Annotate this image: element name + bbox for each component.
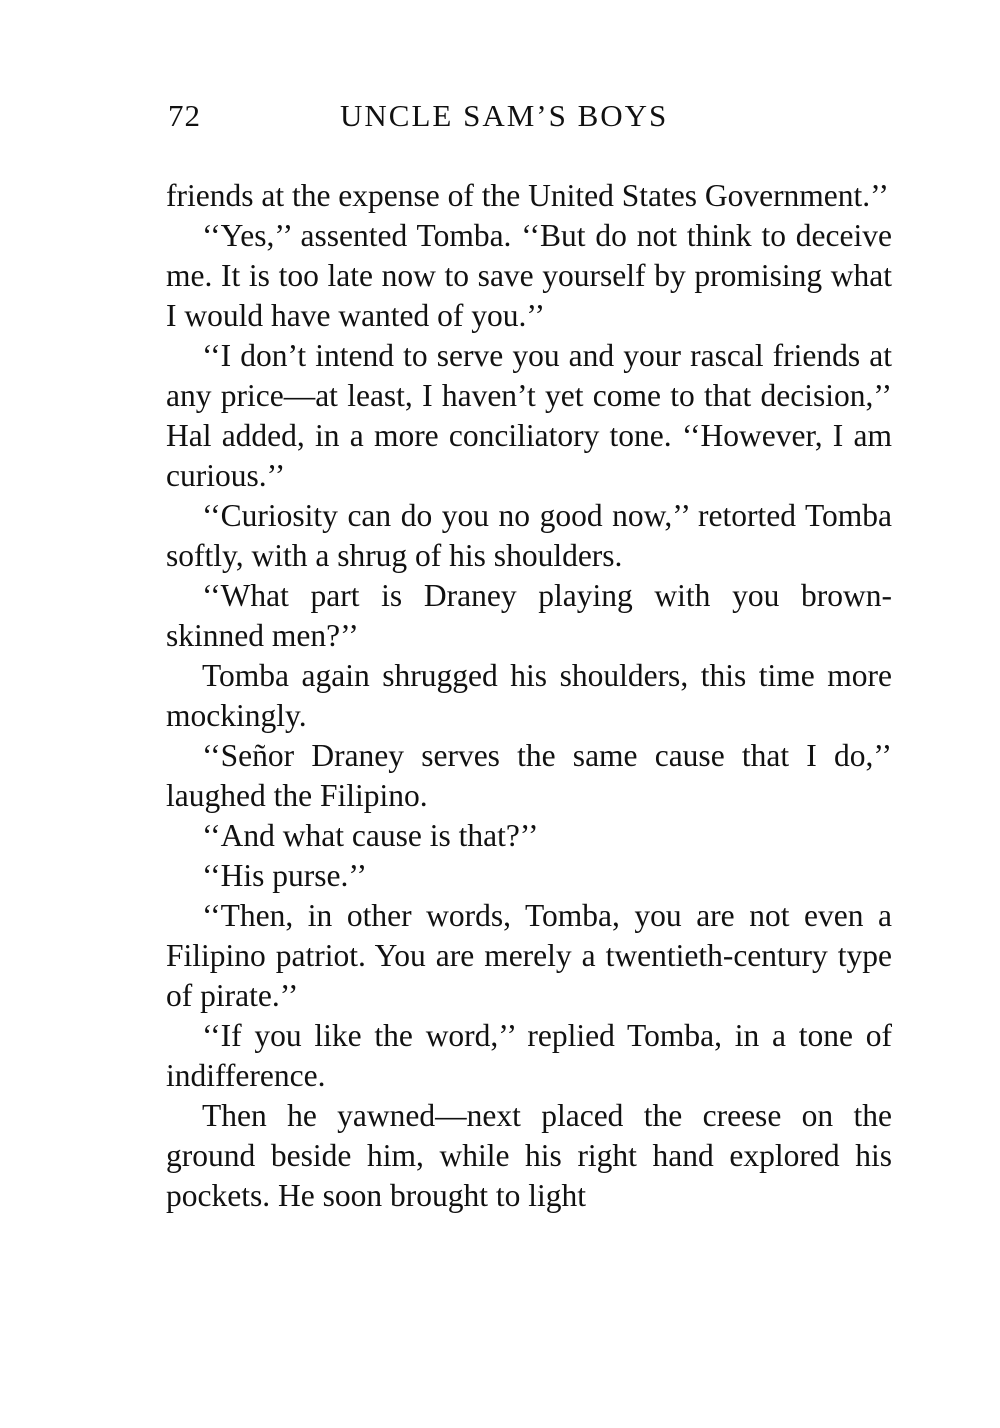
- body-text: [166, 176, 892, 1216]
- paragraph: Tomba again shrugged his shoulders, this time more mockingly.: [166, 658, 892, 733]
- page-header: [168, 98, 890, 142]
- paragraph: friends at the expense of the United States Government.’’: [166, 178, 889, 213]
- paragraph: ‘‘Then, in other words, Tomba, you are not even a Filipino patriot. You are merely a twentieth-century type of pirate.’’: [166, 898, 892, 1013]
- paragraph: Then he yawned—next placed the creese on the ground beside him, while his right hand explored his pockets. He soon brought to light: [166, 1098, 892, 1213]
- paragraph: ‘‘Yes,’’ assented Tomba. ‘‘But do not think to deceive me. It is too late now to save yourself by promising what I would have wanted of you.’’: [166, 218, 892, 333]
- paragraph: ‘‘If you like the word,’’ replied Tomba, in a tone of indifference.: [166, 1018, 892, 1093]
- running-head: UNCLE SAM’S BOYS: [340, 98, 669, 133]
- paragraph: ‘‘Curiosity can do you no good now,’’ retorted Tomba softly, with a shrug of his shoulders.: [166, 498, 892, 573]
- paragraph: ‘‘His purse.’’: [202, 858, 368, 893]
- page-number: 72: [168, 98, 201, 133]
- paragraph: ‘‘And what cause is that?’’: [202, 818, 539, 853]
- paragraph: ‘‘Señor Draney serves the same cause that I do,’’ laughed the Filipino.: [166, 738, 892, 813]
- paragraph: ‘‘I don’t intend to serve you and your rascal friends at any price—at least, I haven’t yet come to that decision,’’ Hal added, in a more conciliatory tone. ‘‘However, I am curious.’’: [166, 338, 892, 493]
- paragraph: ‘‘What part is Draney playing with you brown-skinned men?’’: [166, 578, 892, 653]
